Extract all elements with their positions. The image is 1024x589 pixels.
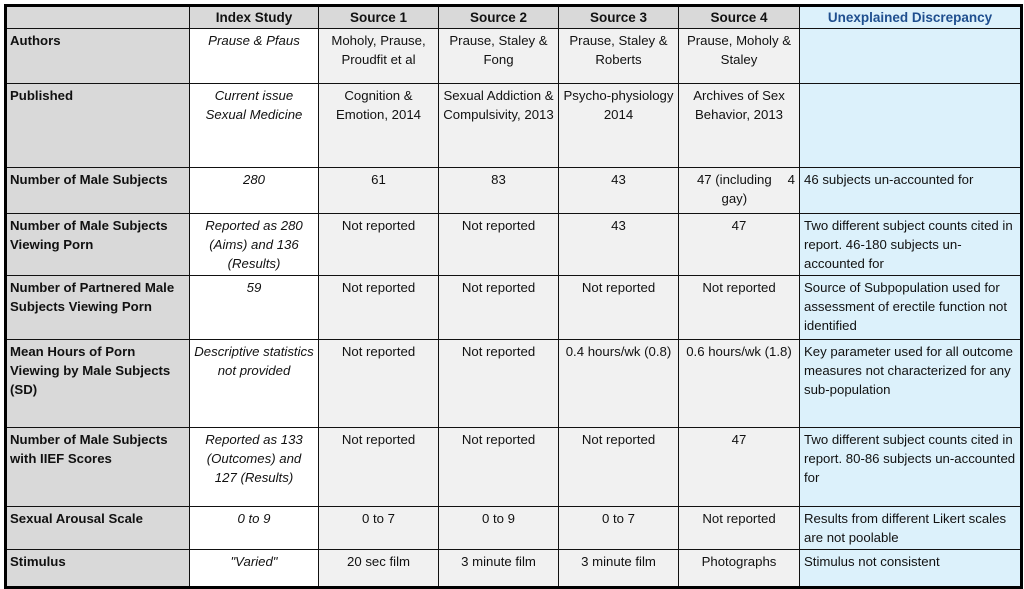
source-4-cell: Photographs [679, 550, 800, 588]
source-3-cell: Not reported [559, 276, 679, 340]
discrepancy-cell: Source of Subpopulation used for assessment of erectile function not identified [800, 276, 1022, 340]
source-2-cell: 3 minute film [439, 550, 559, 588]
source-2-cell: Not reported [439, 428, 559, 507]
table-row-authors [6, 29, 1022, 84]
row-label: Number of Male Subjects with IIEF Scores [6, 428, 190, 507]
row-label: Number of Partnered Male Subjects Viewing Porn [6, 276, 190, 340]
header-index-study: Index Study [190, 6, 319, 29]
table-row-partnered-subjects [6, 276, 1022, 340]
discrepancy-cell: 46 subjects un-accounted for [800, 168, 1022, 214]
source-4-cell: Not reported [679, 276, 800, 340]
source-1-cell: Not reported [319, 428, 439, 507]
index-study-cell: "Varied" [190, 550, 319, 588]
comparison-table [4, 4, 1023, 589]
source-2-cell: 83 [439, 168, 559, 214]
source-2-cell: Not reported [439, 276, 559, 340]
source-1-cell: 0 to 7 [319, 507, 439, 550]
discrepancy-cell: Two different subject counts cited in report. 46-180 subjects un-accounted for [800, 214, 1022, 276]
source-2-cell: Not reported [439, 214, 559, 276]
index-study-cell: 280 [190, 168, 319, 214]
source-4-cell: Not reported [679, 507, 800, 550]
header-source-4: Source 4 [679, 6, 800, 29]
source-1-cell: Not reported [319, 340, 439, 428]
index-study-cell: 0 to 9 [190, 507, 319, 550]
row-label: Mean Hours of Porn Viewing by Male Subjects (SD) [6, 340, 190, 428]
table-row-stimulus [6, 550, 1022, 588]
source-3-cell: 43 [559, 214, 679, 276]
discrepancy-cell [800, 84, 1022, 168]
source-3-cell: Prause, Staley & Roberts [559, 29, 679, 84]
header-source-2: Source 2 [439, 6, 559, 29]
source-3-cell: Not reported [559, 428, 679, 507]
source-1-cell: Not reported [319, 214, 439, 276]
header-row [6, 6, 1022, 29]
source-3-cell: Psycho-physiology 2014 [559, 84, 679, 168]
discrepancy-cell: Two different subject counts cited in report. 80-86 subjects un-accounted for [800, 428, 1022, 507]
source-4-extra-value: 4 [787, 172, 795, 187]
index-study-cell: Prause & Pfaus [190, 29, 319, 84]
source-4-value: 47 (including gay) [696, 172, 772, 206]
source-1-cell: Not reported [319, 276, 439, 340]
header-corner [6, 6, 190, 29]
source-2-cell: 0 to 9 [439, 507, 559, 550]
row-label: Sexual Arousal Scale [6, 507, 190, 550]
table-row-male-subjects [6, 168, 1022, 214]
index-study-cell: Reported as 280 (Aims) and 136 (Results) [190, 214, 319, 276]
index-study-cell: Current issue Sexual Medicine [190, 84, 319, 168]
source-3-cell: 0 to 7 [559, 507, 679, 550]
table-row-iief-scores [6, 428, 1022, 507]
source-3-cell: 3 minute film [559, 550, 679, 588]
header-source-1: Source 1 [319, 6, 439, 29]
source-4-cell: Archives of Sex Behavior, 2013 [679, 84, 800, 168]
row-label: Number of Male Subjects Viewing Porn [6, 214, 190, 276]
comparison-table-container [4, 4, 1023, 589]
row-label: Number of Male Subjects [6, 168, 190, 214]
source-2-cell: Sexual Addiction & Compulsivity, 2013 [439, 84, 559, 168]
index-study-cell: Descriptive statistics not provided [190, 340, 319, 428]
discrepancy-cell: Stimulus not consistent [800, 550, 1022, 588]
source-2-cell: Prause, Staley & Fong [439, 29, 559, 84]
table-row-arousal-scale [6, 507, 1022, 550]
source-4-cell: Prause, Moholy & Staley [679, 29, 800, 84]
discrepancy-cell [800, 29, 1022, 84]
source-1-cell: Moholy, Prause, Proudfit et al [319, 29, 439, 84]
table-row-viewing-porn [6, 214, 1022, 276]
source-4-cell: 47 [679, 214, 800, 276]
source-4-cell: 47 [679, 428, 800, 507]
source-1-cell: Cognition & Emotion, 2014 [319, 84, 439, 168]
source-1-cell: 20 sec film [319, 550, 439, 588]
discrepancy-cell: Key parameter used for all outcome measures not characterized for any sub-population [800, 340, 1022, 428]
source-4-cell: 0.6 hours/wk (1.8) [679, 340, 800, 428]
source-2-cell: Not reported [439, 340, 559, 428]
header-source-3: Source 3 [559, 6, 679, 29]
row-label: Authors [6, 29, 190, 84]
source-4-cell [679, 168, 800, 214]
row-label: Stimulus [6, 550, 190, 588]
discrepancy-cell: Results from different Likert scales are not poolable [800, 507, 1022, 550]
source-3-cell: 43 [559, 168, 679, 214]
source-3-cell: 0.4 hours/wk (0.8) [559, 340, 679, 428]
row-label: Published [6, 84, 190, 168]
index-study-cell: Reported as 133 (Outcomes) and 127 (Results) [190, 428, 319, 507]
index-study-cell: 59 [190, 276, 319, 340]
table-row-published [6, 84, 1022, 168]
table-row-mean-hours [6, 340, 1022, 428]
source-1-cell: 61 [319, 168, 439, 214]
header-unexplained-discrepancy: Unexplained Discrepancy [800, 6, 1022, 29]
